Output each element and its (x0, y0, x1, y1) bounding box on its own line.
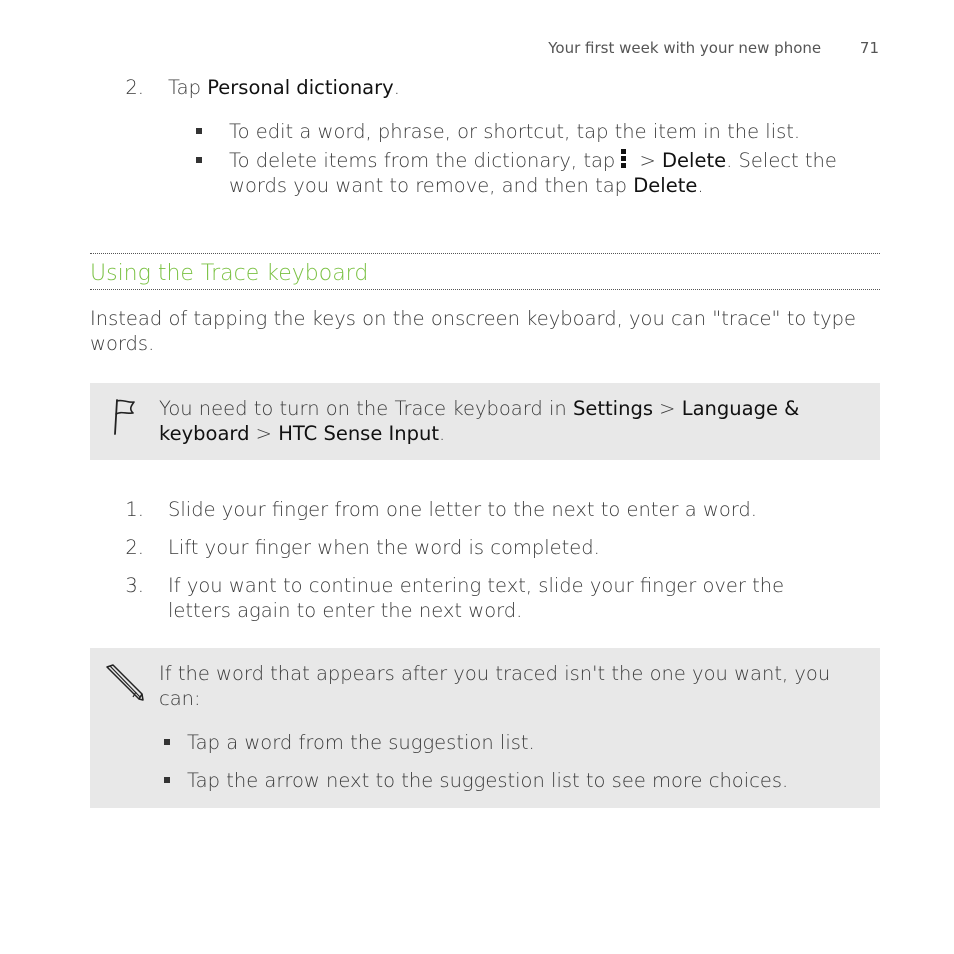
section-heading: Using the Trace keyboard (90, 261, 369, 286)
personal-dictionary-label: Personal dictionary (207, 76, 394, 99)
bullet-marker (196, 157, 202, 163)
step-text: If you want to continue entering text, slide your finger over the letters again to enter the next word. (168, 574, 785, 622)
step-number: 1. (125, 498, 144, 521)
bullet-edit-word: To edit a word, phrase, or shortcut, tap the item in the list. (229, 120, 801, 143)
step-number: 2. (125, 76, 144, 99)
more-options-icon (621, 149, 627, 170)
step-number: 3. (125, 574, 144, 597)
tip-item: Tap the arrow next to the suggestion list to see more choices. (187, 769, 789, 792)
header-title: Your first week with your new phone (548, 39, 822, 57)
bullet-marker (196, 128, 202, 134)
section-intro: Instead of tapping the keys on the onscreen keyboard, you can "trace" to type words. (90, 307, 857, 355)
note-text: You need to turn on the Trace keyboard in Settings > Language & keyboard > HTC Sense Input. (159, 397, 800, 445)
divider-bottom (90, 289, 880, 290)
page-header (548, 39, 879, 57)
divider-top (90, 253, 880, 254)
tip-item: Tap a word from the suggestion list. (187, 731, 535, 754)
step-text: Lift your finger when the word is completed. (168, 536, 600, 559)
step-text: Slide your finger from one letter to the next to enter a word. (168, 498, 758, 521)
flag-icon (110, 397, 140, 441)
step-number: 2. (125, 536, 144, 559)
page-number: 71 (859, 39, 879, 57)
tip-intro: If the word that appears after you traced isn't the one you want, you can: (159, 662, 831, 710)
pencil-icon (103, 662, 145, 706)
bullet-marker (164, 739, 170, 745)
step-text: Tap Personal dictionary. (168, 76, 400, 99)
bullet-marker (164, 777, 170, 783)
bullet-delete-items: To delete items from the dictionary, tap > Delete. Select the words you want to remove, and then tap Delete. (229, 149, 837, 197)
